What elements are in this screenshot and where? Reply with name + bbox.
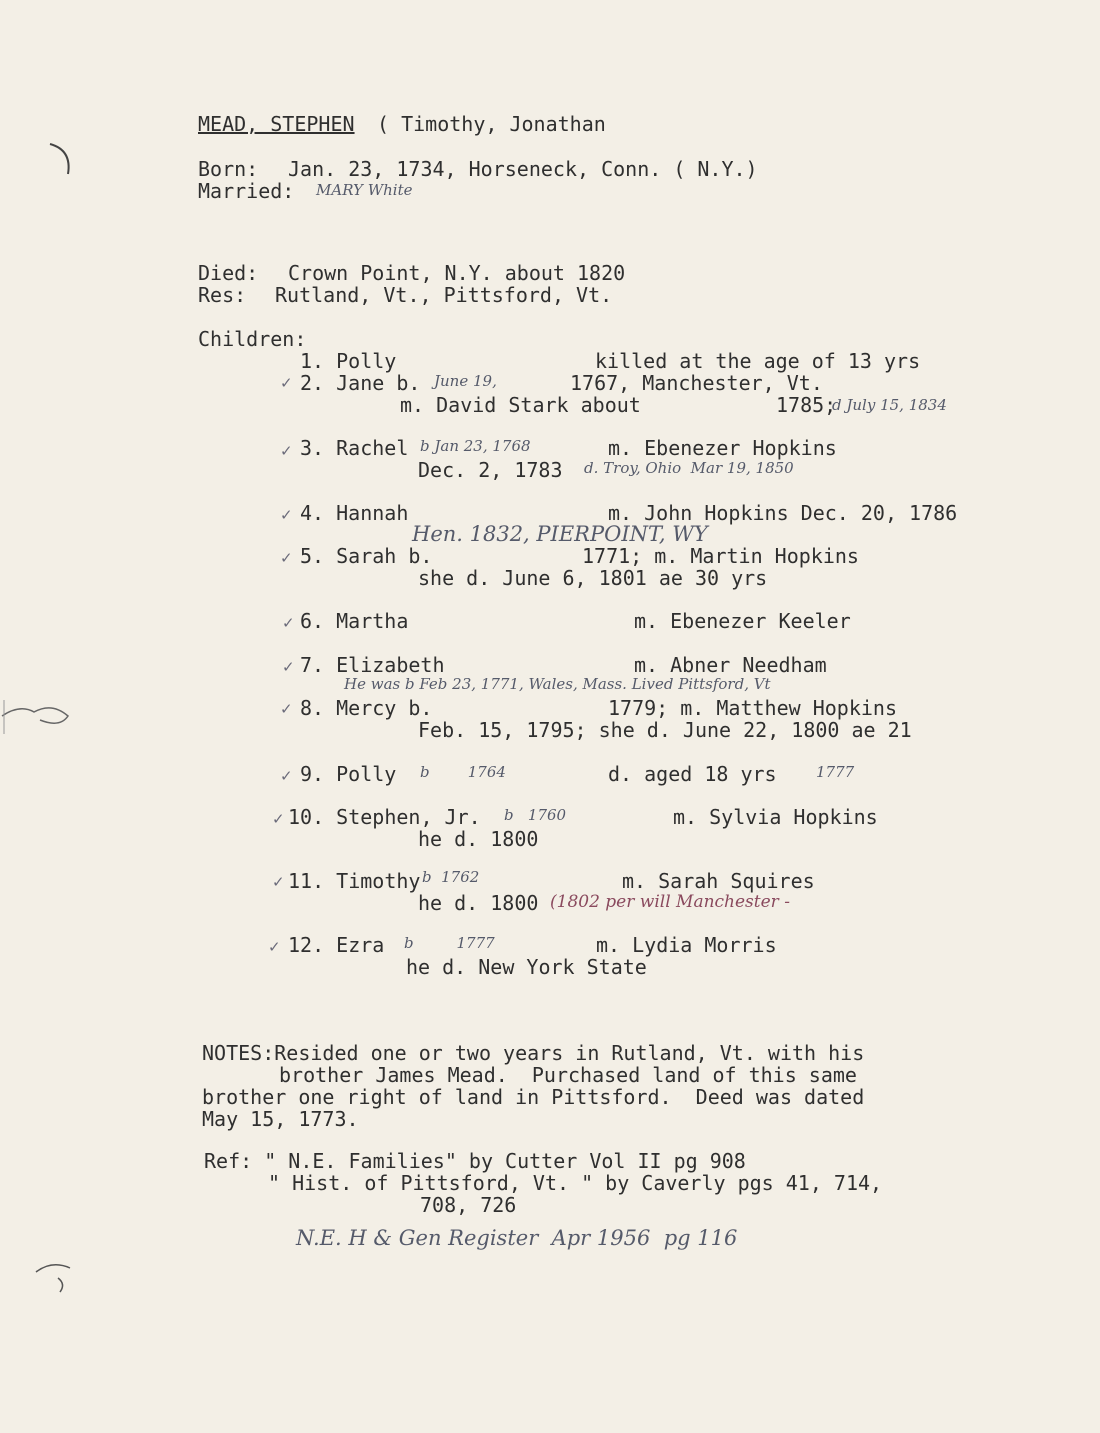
child-7-hand-note: He was b Feb 23, 1771, Wales, Mass. Lived Pittsford, Vt xyxy=(344,675,771,693)
child-8-line2: Feb. 15, 1795; she d. June 22, 1800 ae 21 xyxy=(418,718,912,742)
child-10-line2: he d. 1800 xyxy=(418,827,539,851)
children-label: Children: xyxy=(198,327,307,351)
child-7-check-icon: ✓ xyxy=(282,658,295,676)
child-3-death-hand: d. Troy, Ohio Mar 19, 1850 xyxy=(584,459,794,477)
child-11-name: 11. Timothy xyxy=(288,869,421,893)
child-3-birth-hand: b Jan 23, 1768 xyxy=(420,437,531,455)
ref-line-1: Ref: " N.E. Families" by Cutter Vol II pg 908 xyxy=(204,1149,746,1173)
ref-line-3: 708, 726 xyxy=(420,1193,517,1217)
notes-line-2: brother James Mead. Purchased land of this same xyxy=(279,1063,857,1087)
married-label: Married: xyxy=(198,179,295,203)
child-9-birth-hand: b 1764 xyxy=(420,763,506,781)
punch-hole-mark-bottom xyxy=(30,1258,80,1298)
punch-hole-mark-middle xyxy=(0,698,80,738)
person-name: MEAD, STEPHEN xyxy=(198,112,355,136)
child-5-detail: 1771; m. Martin Hopkins xyxy=(582,544,859,568)
ref-line-2: " Hist. of Pittsford, Vt. " by Caverly pgs 41, 714, xyxy=(268,1171,883,1195)
child-5-line2: she d. June 6, 1801 ae 30 yrs xyxy=(418,566,768,590)
child-12-name: 12. Ezra xyxy=(288,933,385,957)
died-label: Died: xyxy=(198,261,259,285)
res-value: Rutland, Vt., Pittsford, Vt. xyxy=(275,283,613,307)
res-label: Res: xyxy=(198,283,247,307)
parents-line: ( Timothy, Jonathan xyxy=(377,112,606,136)
punch-hole-mark-top xyxy=(44,140,84,180)
child-2-line2-year: 1785; xyxy=(776,393,837,417)
child-2-name: 2. Jane b. xyxy=(300,371,421,395)
child-6-check-icon: ✓ xyxy=(282,614,295,632)
child-2-death-hand: d July 15, 1834 xyxy=(832,396,947,414)
child-12-line2: he d. New York State xyxy=(406,955,647,979)
died-value: Crown Point, N.Y. about 1820 xyxy=(288,261,626,285)
child-11-line2: he d. 1800 xyxy=(418,891,539,915)
child-4-detail: m. John Hopkins Dec. 20, 1786 xyxy=(608,501,958,525)
married-handwritten: MARY White xyxy=(316,181,413,199)
child-1-name: 1. Polly xyxy=(300,349,397,373)
child-10-name: 10. Stephen, Jr. xyxy=(288,805,481,829)
child-12-check-icon: ✓ xyxy=(268,938,281,956)
child-4-name: 4. Hannah xyxy=(300,501,409,525)
child-9-name: 9. Polly xyxy=(300,762,397,786)
child-11-check-icon: ✓ xyxy=(272,873,285,891)
child-9-check-icon: ✓ xyxy=(280,767,293,785)
child-3-check-icon: ✓ xyxy=(280,442,293,460)
child-7-detail: m. Abner Needham xyxy=(634,653,827,677)
child-10-detail: m. Sylvia Hopkins xyxy=(673,805,878,829)
notes-line-4: May 15, 1773. xyxy=(202,1107,359,1131)
child-1-detail: killed at the age of 13 yrs xyxy=(595,349,921,373)
child-2-detail: 1767, Manchester, Vt. xyxy=(570,371,823,395)
child-11-hand-note: (1802 per will Manchester - xyxy=(550,892,790,912)
child-3-line2: Dec. 2, 1783 xyxy=(418,458,563,482)
child-9-detail: d. aged 18 yrs xyxy=(608,762,777,786)
notes-line-1: NOTES:Resided one or two years in Rutland, Vt. with his xyxy=(202,1041,865,1065)
born-label: Born: xyxy=(198,157,259,181)
child-8-detail: 1779; m. Matthew Hopkins xyxy=(608,696,897,720)
child-7-name: 7. Elizabeth xyxy=(300,653,445,677)
child-3-name: 3. Rachel xyxy=(300,436,409,460)
child-5-name: 5. Sarah b. xyxy=(300,544,433,568)
ref-hand-note: N.E. H & Gen Register Apr 1956 pg 116 xyxy=(296,1226,738,1250)
child-4-hand-note: Hen. 1832, PIERPOINT, WY xyxy=(412,522,708,546)
child-3-detail: m. Ebenezer Hopkins xyxy=(608,436,837,460)
child-11-detail: m. Sarah Squires xyxy=(622,869,815,893)
notes-line-3: brother one right of land in Pittsford. Deed was dated xyxy=(202,1085,865,1109)
child-8-name: 8. Mercy b. xyxy=(300,696,433,720)
child-2-line2: m. David Stark about xyxy=(400,393,641,417)
child-9-hand-year: 1777 xyxy=(816,763,855,781)
child-10-birth-hand: b 1760 xyxy=(504,806,567,824)
child-2-check-icon: ✓ xyxy=(280,374,293,392)
born-value: Jan. 23, 1734, Horseneck, Conn. ( N.Y.) xyxy=(288,157,758,181)
child-5-check-icon: ✓ xyxy=(280,549,293,567)
child-12-detail: m. Lydia Morris xyxy=(596,933,777,957)
child-11-birth-hand: b 1762 xyxy=(422,868,480,886)
child-8-check-icon: ✓ xyxy=(280,700,293,718)
child-4-check-icon: ✓ xyxy=(280,506,293,524)
child-12-birth-hand: b 1777 xyxy=(404,934,495,952)
child-10-check-icon: ✓ xyxy=(272,810,285,828)
child-6-name: 6. Martha xyxy=(300,609,409,633)
child-2-birth-hand: June 19, xyxy=(434,372,497,390)
child-6-detail: m. Ebenezer Keeler xyxy=(634,609,851,633)
